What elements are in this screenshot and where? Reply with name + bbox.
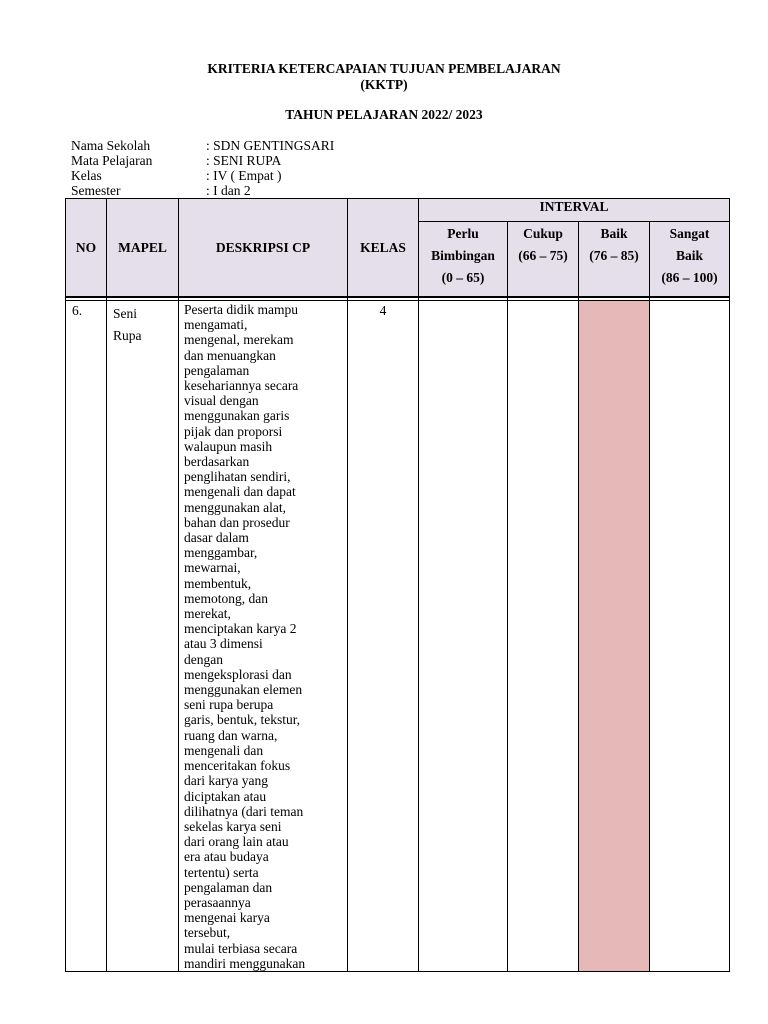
header-line: Sangat bbox=[669, 226, 710, 241]
deskripsi-line: seni rupa berupa bbox=[184, 697, 274, 713]
info-label: Semester bbox=[71, 183, 121, 198]
deskripsi-line: memotong, dan bbox=[184, 590, 268, 606]
deskripsi-line: atau 3 dimensi bbox=[184, 636, 263, 652]
header-deskripsi-cp: DESKRIPSI CP bbox=[179, 199, 348, 298]
info-label: Kelas bbox=[71, 168, 102, 183]
table-row bbox=[66, 301, 730, 972]
deskripsi-line: bahan dan prosedur bbox=[184, 514, 290, 530]
deskripsi-line: sekelas karya seni bbox=[184, 818, 282, 834]
header-line: Baik bbox=[600, 226, 628, 241]
deskripsi-line: mengenai karya bbox=[184, 910, 270, 926]
deskripsi-line: pengalaman bbox=[184, 362, 250, 378]
header-line: Baik bbox=[675, 248, 703, 263]
cell-cukup bbox=[508, 301, 579, 972]
deskripsi-line: mengenali dan dapat bbox=[184, 484, 296, 500]
cell-deskripsi bbox=[179, 301, 348, 972]
document-title: KRITERIA KETERCAPAIAN TUJUAN PEMBELAJARAN bbox=[207, 61, 561, 76]
deskripsi-line: dengan bbox=[184, 651, 223, 667]
deskripsi-line: menceritakan fokus bbox=[184, 758, 291, 774]
info-value: : IV ( Empat ) bbox=[206, 168, 282, 183]
deskripsi-line: walaupun masih bbox=[184, 438, 273, 454]
kktp-table bbox=[65, 198, 730, 972]
deskripsi-line: mandiri menggunakan bbox=[184, 955, 306, 971]
cell-perlu-bimbingan bbox=[419, 301, 508, 972]
deskripsi-line: menggunakan elemen bbox=[184, 682, 303, 698]
header-line: (66 – 75) bbox=[518, 248, 568, 263]
deskripsi-line: visual dengan bbox=[184, 393, 259, 409]
deskripsi-line: kesehariannya secara bbox=[184, 378, 299, 394]
deskripsi-line: era atau budaya bbox=[184, 849, 269, 865]
header-line: (0 – 65) bbox=[441, 270, 485, 285]
deskripsi-line: mengenali dan bbox=[184, 742, 264, 758]
deskripsi-line: mewarnai, bbox=[184, 560, 241, 576]
deskripsi-line: merekat, bbox=[184, 606, 231, 622]
header-sangat-baik bbox=[650, 222, 730, 298]
header-no: NO bbox=[66, 199, 107, 298]
info-value: : I dan 2 bbox=[206, 183, 251, 198]
cell-sangat-baik bbox=[650, 301, 730, 972]
header-baik bbox=[579, 222, 650, 298]
header-line: (86 – 100) bbox=[661, 270, 718, 285]
header-interval: INTERVAL bbox=[419, 199, 730, 222]
deskripsi-line: pijak dan proporsi bbox=[184, 423, 283, 439]
cell-mapel bbox=[107, 301, 179, 972]
info-value: : SDN GENTINGSARI bbox=[206, 138, 335, 153]
header-cukup bbox=[508, 222, 579, 298]
info-value: : SENI RUPA bbox=[206, 153, 282, 168]
header-line: Cukup bbox=[523, 226, 563, 241]
deskripsi-line: tertentu) serta bbox=[184, 864, 259, 880]
header-perlu-bimbingan bbox=[419, 222, 508, 298]
mapel-line: Rupa bbox=[113, 328, 142, 343]
deskripsi-line: pengalaman dan bbox=[184, 879, 273, 895]
deskripsi-line: mengeksplorasi dan bbox=[184, 666, 292, 682]
mapel-line: Seni bbox=[113, 306, 138, 321]
header-line: (76 – 85) bbox=[589, 248, 639, 263]
deskripsi-line: ruang dan warna, bbox=[184, 727, 278, 743]
academic-year: TAHUN PELAJARAN 2022/ 2023 bbox=[285, 107, 483, 122]
info-label: Nama Sekolah bbox=[71, 138, 151, 153]
deskripsi-line: garis, bentuk, tekstur, bbox=[184, 712, 301, 728]
deskripsi-line: tersebut, bbox=[184, 925, 231, 941]
deskripsi-line: dan menuangkan bbox=[184, 347, 276, 363]
cell-kelas: 4 bbox=[348, 301, 419, 972]
deskripsi-line: perasaannya bbox=[184, 894, 251, 910]
deskripsi-line: dilihatnya (dari teman bbox=[184, 803, 304, 819]
deskripsi-line: membentuk, bbox=[184, 575, 252, 591]
deskripsi-line: berdasarkan bbox=[184, 454, 250, 470]
header-line: Perlu bbox=[447, 226, 479, 241]
deskripsi-line: mengamati, bbox=[184, 317, 248, 333]
document-title-abbrev: (KKTP) bbox=[360, 77, 408, 92]
header-mapel: MAPEL bbox=[107, 199, 179, 298]
deskripsi-line: mengenal, merekam bbox=[184, 332, 294, 348]
deskripsi-line: mulai terbiasa secara bbox=[184, 940, 298, 956]
deskripsi-line: dari orang lain atau bbox=[184, 834, 289, 850]
deskripsi-line: dasar dalam bbox=[184, 530, 249, 546]
deskripsi-line: penglihatan sendiri, bbox=[184, 469, 291, 485]
deskripsi-line: menggunakan alat, bbox=[184, 499, 286, 515]
deskripsi-line: menggambar, bbox=[184, 545, 258, 561]
cell-no: 6. bbox=[66, 301, 107, 972]
deskripsi-line: menciptakan karya 2 bbox=[184, 621, 297, 637]
cell-baik bbox=[579, 301, 650, 972]
header-line: Bimbingan bbox=[431, 248, 495, 263]
deskripsi-line: Peserta didik mampu bbox=[184, 302, 298, 317]
deskripsi-line: diciptakan atau bbox=[184, 788, 267, 804]
header-kelas: KELAS bbox=[348, 199, 419, 298]
deskripsi-line: menggunakan garis bbox=[184, 408, 290, 424]
info-label: Mata Pelajaran bbox=[71, 153, 153, 168]
deskripsi-line: dari karya yang bbox=[184, 773, 268, 789]
